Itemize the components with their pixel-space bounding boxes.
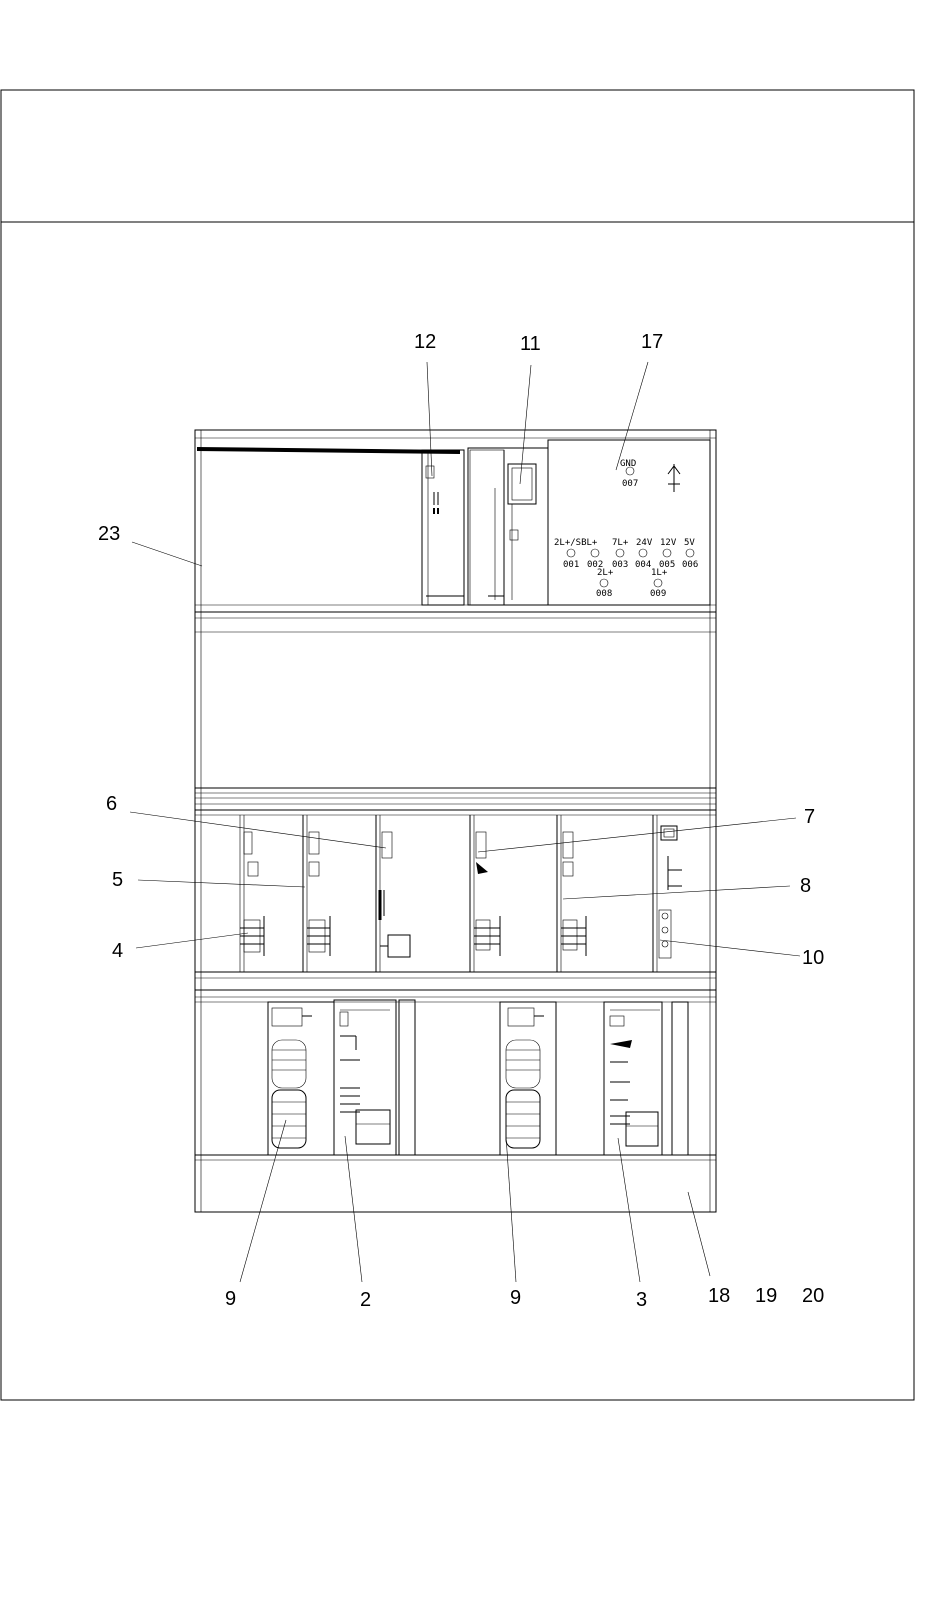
terminal-001-number: 001 [563,560,580,570]
terminal-009-number: 009 [650,589,667,599]
terminal-009-label: 1L+ [651,568,668,578]
module-row [195,815,716,972]
terminal-008-number: 008 [596,589,613,599]
callout-19: 19 [755,1285,778,1307]
module-10 [659,826,682,958]
terminal-005-number: 005 [659,560,676,570]
terminal-gnd-label: GND [620,459,637,469]
module-3 [604,1002,688,1155]
terminal-005 [663,549,671,557]
power-supply-right [500,1002,556,1155]
callout-4: 4 [112,940,124,962]
terminal-002-number: 002 [587,560,604,570]
module-11 [468,448,548,605]
terminal-001 [567,549,575,557]
bottom-section [195,1000,716,1160]
module-7 [474,832,500,956]
callout-8: 8 [800,875,812,897]
callout-9-left: 9 [225,1288,237,1310]
terminal-004-number: 004 [635,560,652,570]
module-4 [240,832,264,956]
earth-ground-icon [668,464,680,492]
upper-rail [195,788,716,815]
module-6 [380,832,410,957]
terminal-002 [591,549,599,557]
page-frame [1,90,914,1400]
power-supply-left [268,1002,334,1155]
callout-11: 11 [520,333,541,355]
terminal-006 [686,549,694,557]
lower-rail [195,978,716,1002]
callout-9-right: 9 [510,1287,522,1309]
module-2 [334,1000,415,1155]
terminal-003-number: 003 [612,560,629,570]
callout-10: 10 [802,947,825,969]
terminal-009 [654,579,662,587]
callout-6: 6 [106,793,118,815]
terminal-003-label: 7L+ [612,538,629,548]
terminal-gnd-number: 007 [622,479,639,489]
callout-2: 2 [360,1289,372,1311]
top-section [195,440,716,632]
callout-17: 17 [641,331,664,353]
terminal-008 [600,579,608,587]
module-12 [422,450,464,605]
callout-7: 7 [804,806,816,828]
terminal-panel [548,440,710,605]
terminal-003 [616,549,624,557]
callout-labels [98,331,824,1311]
callout-18: 18 [708,1285,731,1307]
callout-23: 23 [98,523,121,545]
terminal-008-label: 2L+ [597,568,614,578]
callout-12: 12 [414,331,437,353]
terminal-004 [639,549,647,557]
terminal-001-label: 2L+/SBL+ [554,538,598,548]
terminal-006-label: 5V [684,538,695,548]
terminal-006-number: 006 [682,560,699,570]
leader-lines [130,362,800,1282]
callout-5: 5 [112,869,124,891]
callout-3: 3 [636,1289,648,1311]
callout-20: 20 [802,1285,825,1307]
terminal-004-label: 24V [636,538,653,548]
module-5 [307,832,330,956]
terminal-005-label: 12V [660,538,677,548]
module-8 [561,832,586,956]
